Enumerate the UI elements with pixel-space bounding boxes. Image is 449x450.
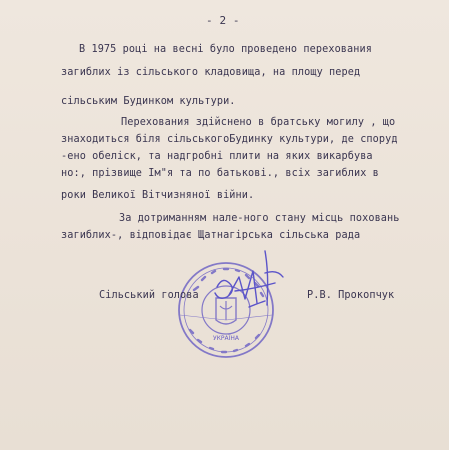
para3-line-1: За дотриманням нале-ного стану місць поховань [119, 213, 400, 224]
para2-line-1: Перехования здійснено в братську могилу , що [121, 117, 396, 128]
seal-inner-text: УКРАЇНА [212, 335, 240, 342]
signatory-title: Сільський голова [99, 290, 199, 301]
para2-line-4: но:, прізвище Ім"я та по батькові., всіх загиблих в [61, 168, 379, 179]
signatory-name: Р.В. Прокопчук [307, 290, 395, 301]
body-line-2: загиблих із сільського кладовища, на площу перед [61, 67, 361, 78]
para2-line-5: роки Великої Вітчизняної війни. [61, 190, 255, 201]
para2-line-3: -ено обеліск, та надгробні плити на яких викарбува [61, 151, 373, 162]
page-number: - 2 - [206, 14, 240, 27]
body-line-3: сільським Будинком культури. [61, 96, 236, 107]
para3-line-2: загиблих-, відповідає Щатнагірська сільська рада [61, 230, 361, 241]
para2-line-2: знаходиться біля сільськогоБудинку культури, де споруд [61, 134, 398, 145]
handwritten-signature [205, 243, 290, 323]
body-line-1: В 1975 році на весні було проведено перехования [79, 44, 372, 55]
